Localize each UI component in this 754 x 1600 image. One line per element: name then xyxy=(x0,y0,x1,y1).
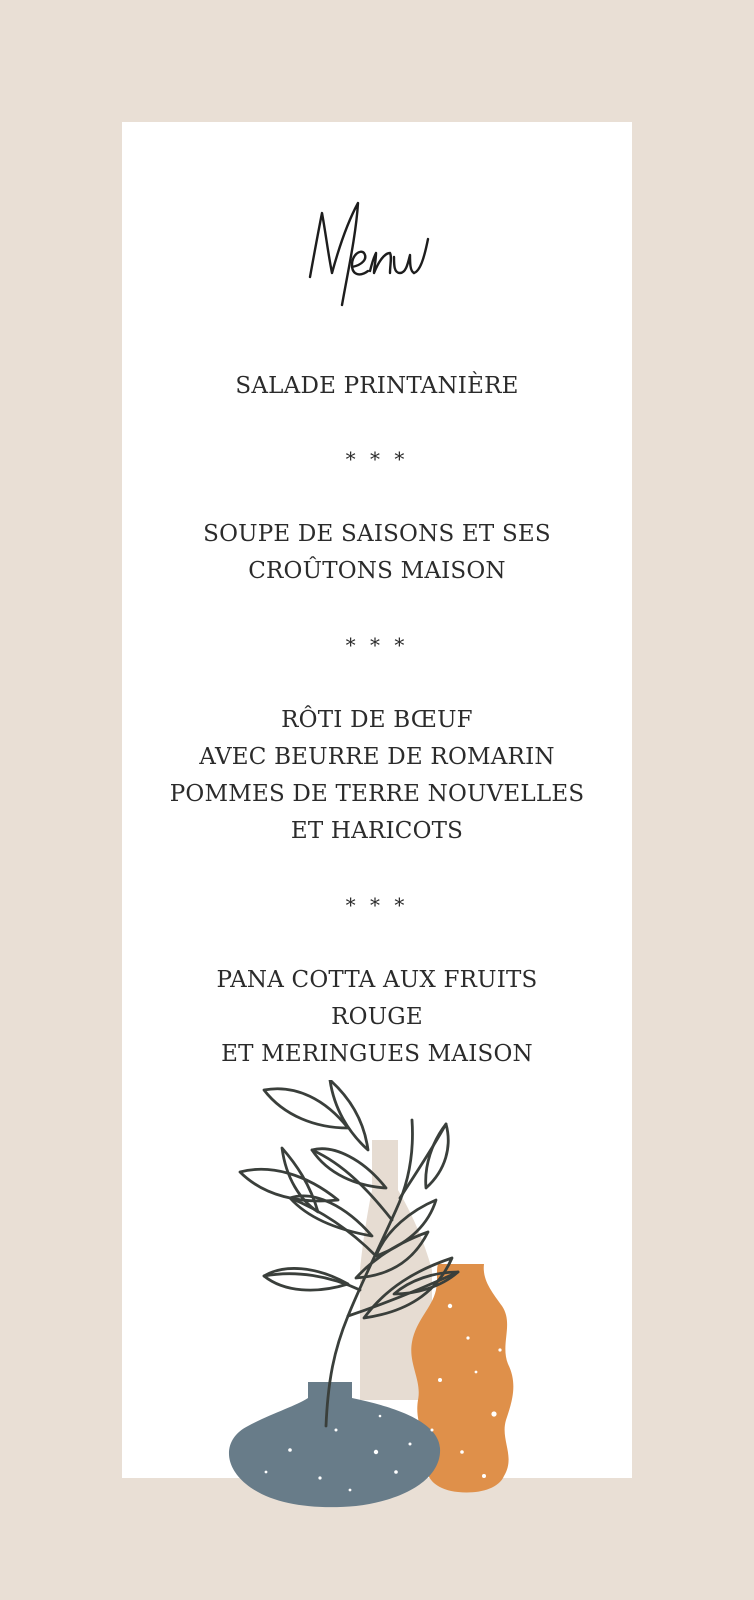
blue-vase xyxy=(229,1382,440,1507)
course-main xyxy=(0,702,754,850)
separator: * * * xyxy=(345,893,409,917)
course-line: ROUGE xyxy=(331,1004,423,1030)
course-line: ET MERINGUES MAISON xyxy=(221,1041,533,1067)
vases-with-branch-icon xyxy=(200,1080,560,1520)
course-line: POMMES DE TERRE NOUVELLES xyxy=(169,781,585,807)
course-line: PANA COTTA AUX FRUITS xyxy=(216,967,538,993)
course-line: RÔTI DE BŒUF xyxy=(281,707,473,733)
separator: * * * xyxy=(345,447,409,471)
course-starter xyxy=(0,368,754,405)
course-line: AVEC BEURRE DE ROMARIN xyxy=(199,744,555,770)
course-soup xyxy=(0,516,754,590)
course-line: SOUPE DE SAISONS ET SES xyxy=(203,521,551,547)
menu-title xyxy=(0,190,754,320)
separator: * * * xyxy=(345,633,409,657)
course-line: CROÛTONS MAISON xyxy=(248,558,506,584)
course-dessert xyxy=(0,962,754,1073)
course-line: ET HARICOTS xyxy=(290,818,464,844)
menu-script-logo xyxy=(302,195,452,315)
course-line: SALADE PRINTANIÈRE xyxy=(235,373,519,399)
